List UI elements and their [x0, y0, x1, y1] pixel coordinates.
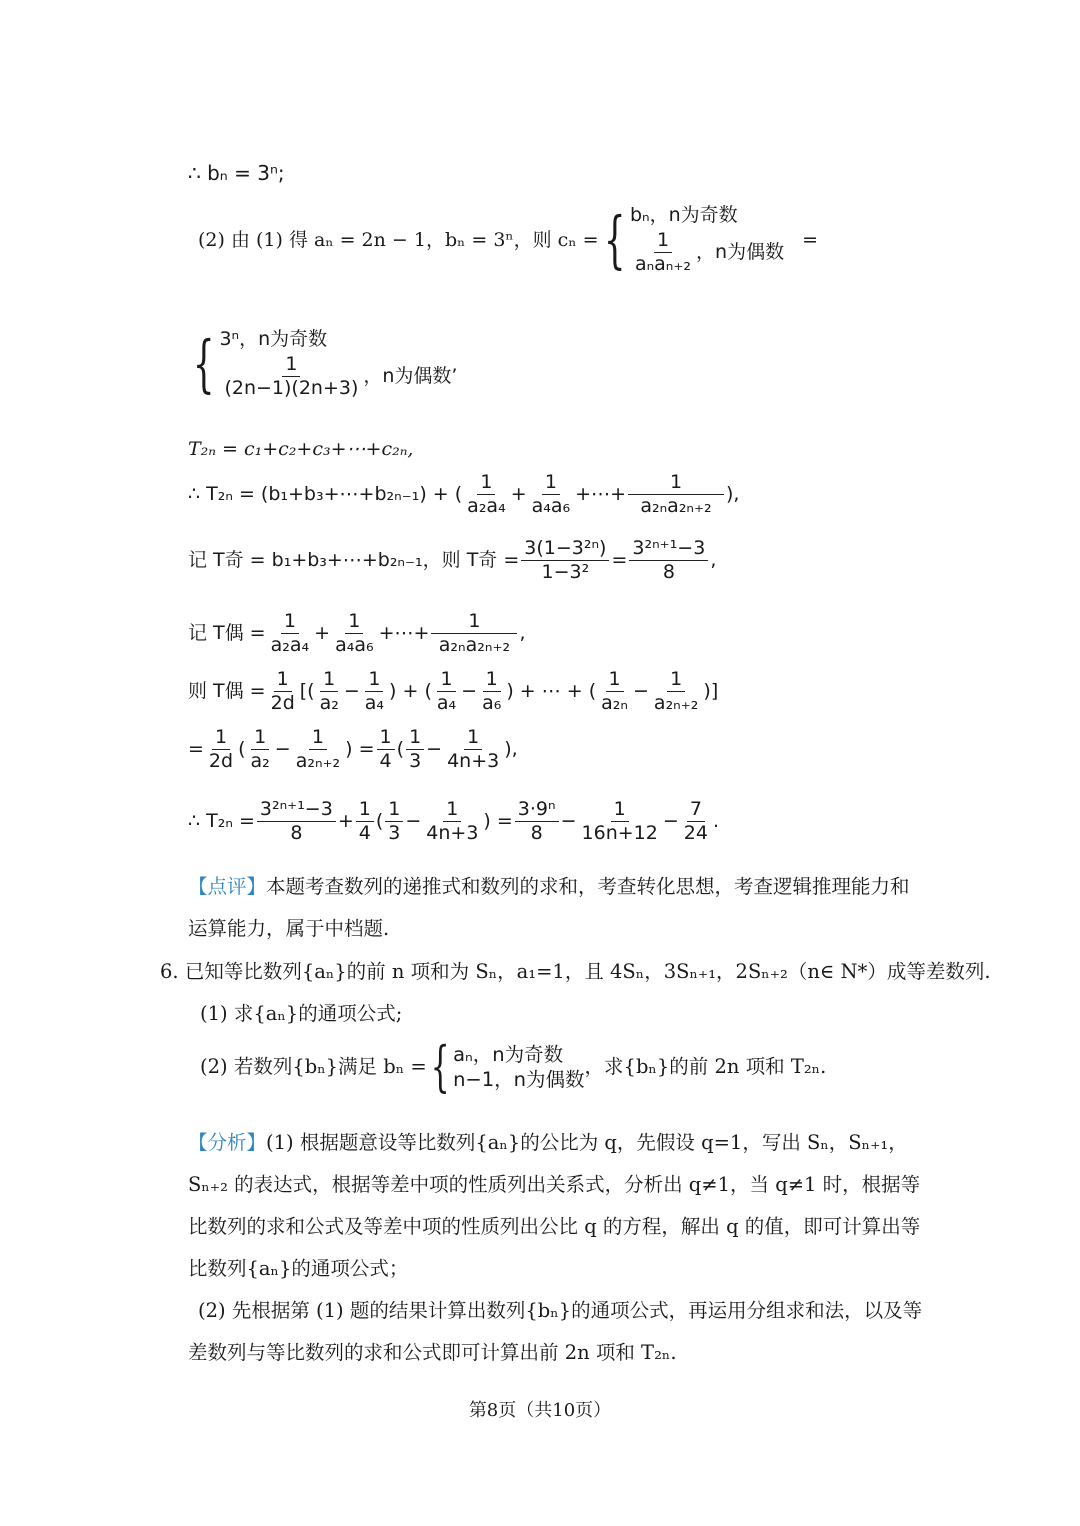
- analysis-paragraph-2: (2) 先根据第 (1) 题的结果计算出数列{bₙ}的通项公式，再运用分组求和法，以及等差数列与等比数列的求和公式即可计算出前 2n 项和 T₂ₙ.: [188, 1299, 923, 1364]
- left-brace: {: [603, 203, 626, 276]
- line-t-even-def: 记 T偶 = $\frac{1}{\text{a₂a₄}}$ + $\frac{1}{\text{a₄a₆}}$ +⋯+ $\frac{1}{\text{a₂ₙa₂ₙ₊₂}}$ ,: [188, 610, 526, 656]
- left-brace: {: [430, 1035, 450, 1098]
- left-brace: {: [192, 327, 215, 400]
- page-footer: 第8页（共10页）: [468, 1400, 612, 1421]
- comment-paragraph: 【点评】本题考查数列的递推式和数列的求和，考查转化思想，考查逻辑推理能力和运算能力，属于中档题.: [188, 875, 910, 940]
- problem-6-part-2: (2) 若数列{bₙ}满足 bₙ = { aₙ，n为奇数 n−1，n为偶数 ，求{bₙ}的前 2n 项和 T₂ₙ.: [200, 1035, 827, 1098]
- line-t2n-split: ∴ T₂ₙ = (b₁+b₃+⋯+b₂ₙ₋₁) + ( $\frac{1}{\text{a₂a₄}}$ + $\frac{1}{\text{a₄a₆}}$ +⋯+ $\frac{1}{\text{a₂ₙa₂ₙ₊₂}}$ ),: [188, 471, 740, 517]
- analysis-paragraph-1: 【分析】(1) 根据题意设等比数列{aₙ}的公比为 q，先假设 q=1，写出 Sₙ，Sₙ₊₁，Sₙ₊₂ 的表达式，根据等差中项的性质列出关系式，分析出 q≠1，当 q≠1 时，根据等比数列的求和公式及等差中项的性质列出公比 q 的方程，解出 q 的值，即可计算出等比数列{aₙ}的通项公式；: [188, 1131, 921, 1280]
- line-t-odd: 记 T奇 = b₁+b₃+⋯+b₂ₙ₋₁，则 T奇 = $\frac{\text{3(1−3²ⁿ)}}{\text{1−3²}}$ = $\frac{\text{3²ⁿ⁺¹−3}}{8}$ ,: [188, 537, 717, 583]
- analysis-tag: 【分析】: [188, 1131, 267, 1154]
- line-t2n-final: ∴ T₂ₙ = $\frac{\text{3²ⁿ⁺¹−3}}{8}$ + $\frac{1}{4}$ ( $\frac{1}{3}$ − $\frac{1}{4n+3}$ ) = $\frac{\text{3·9ⁿ}}{8}$ − $\frac{1}{16n+12}$ − $\frac{7}{24}$ .: [188, 798, 719, 844]
- comment-tag: 【点评】: [188, 875, 267, 898]
- line-cn-definition: (2) 由 (1) 得 aₙ = 2n − 1，bₙ = 3ⁿ，则 cₙ = { bₙ，n为奇数 $\frac{1}{\text{aₙaₙ₊₂}}$ ，n为偶数 =: [198, 203, 818, 276]
- cases-cn: bₙ，n为奇数 $\frac{1}{\text{aₙaₙ₊₂}}$ ，n为偶数: [629, 204, 785, 275]
- line-bn: ∴ bₙ = 3ⁿ;: [188, 161, 285, 185]
- line-cn-explicit: { 3ⁿ，n为奇数 $\frac{1}{(2n-1)(2n+3)}$ ，n为偶数’: [192, 327, 458, 400]
- problem-6-part-1: (1) 求{aₙ}的通项公式;: [200, 1002, 403, 1025]
- line-t-even-telescope: 则 T偶 = $\frac{1}{2d}$ [( $\frac{1}{\text{a₂}}$ − $\frac{1}{\text{a₄}}$ ) + ( $\frac{1}{\text{a₄}}$ − $\frac{1}{\text{a₆}}$ ) + ⋯ + ( $\frac{1}{\text{a₂ₙ}}$ − $\frac{1}{\text{a₂ₙ₊₂}}$ )]: [188, 668, 719, 714]
- problem-6-stem: 6. 已知等比数列{aₙ}的前 n 项和为 Sₙ，a₁=1，且 4Sₙ，3Sₙ₊₁，2Sₙ₊₂（n∈ N*）成等差数列.: [160, 960, 991, 983]
- line-t2n-sum: T₂ₙ = c₁+c₂+c₃+⋯+c₂ₙ,: [188, 438, 414, 460]
- problem-number: 6.: [160, 960, 179, 983]
- line-t-even-result: = $\frac{1}{2d}$ ( $\frac{1}{\text{a₂}}$ − $\frac{1}{\text{a₂ₙ₊₂}}$ ) = $\frac{1}{4}$ ( $\frac{1}{3}$ − $\frac{1}{4n+3}$ ),: [188, 726, 518, 772]
